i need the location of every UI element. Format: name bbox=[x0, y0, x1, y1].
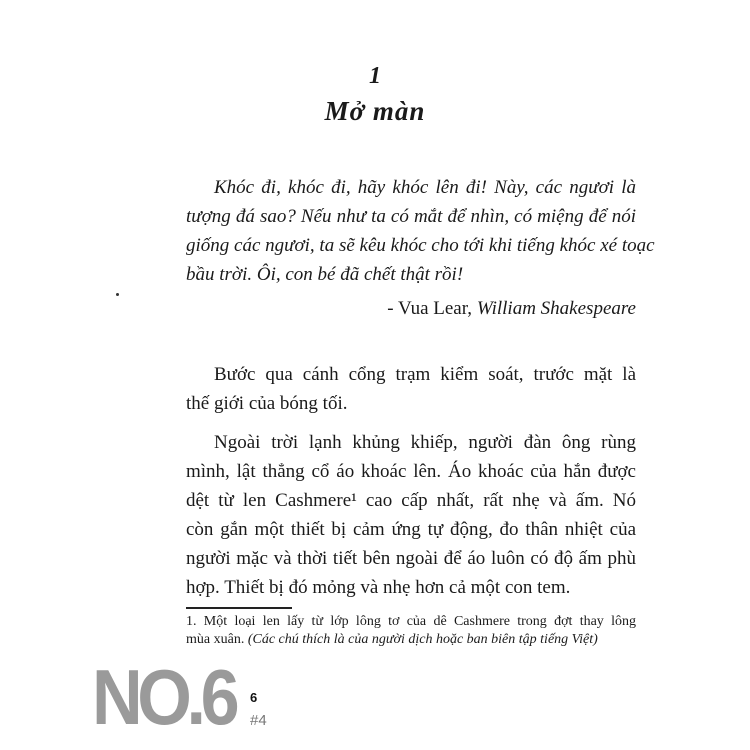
epigraph-line: Khóc đi, khóc đi, hãy khóc lên đi! Này, các ngươi là bbox=[214, 177, 636, 198]
series-logo: NO.6 bbox=[92, 653, 235, 741]
body-line: người mặc và thời tiết bên ngoài để áo luôn có độ ấm phù bbox=[186, 548, 636, 569]
body-line: thế giới của bóng tối. bbox=[186, 393, 348, 414]
chapter-title: Mở màn bbox=[324, 96, 426, 126]
attribution-author: William Shakespeare bbox=[476, 298, 636, 319]
body-line: còn gắn một thiết bị cảm ứng tự động, đo thân nhiệt của bbox=[186, 519, 636, 540]
body-line: hợp. Thiết bị đó mỏng và nhẹ hơn cả một con tem. bbox=[186, 577, 571, 598]
body-line: Bước qua cánh cổng trạm kiểm soát, trước mặt là bbox=[214, 364, 636, 385]
epigraph-line: tượng đá sao? Nếu như ta có mắt để nhìn, có miệng để nói bbox=[186, 206, 636, 227]
volume-label: #4 bbox=[250, 712, 267, 729]
epigraph-line: bầu trời. Ôi, con bé đã chết thật rồi! bbox=[186, 264, 464, 285]
footnote-text: mùa xuân. bbox=[186, 632, 248, 647]
body-line: dệt từ len Cashmere¹ cao cấp nhất, rất nhẹ và ấm. Nó bbox=[186, 490, 636, 511]
epigraph-line: giống các ngươi, ta sẽ kêu khóc cho tới khi tiếng khóc xé toạc bbox=[186, 235, 655, 256]
footnote-divider bbox=[186, 607, 292, 609]
chapter-number: 1 bbox=[369, 63, 381, 89]
footnote-line bbox=[186, 632, 636, 648]
body-line: Ngoài trời lạnh khủng khiếp, người đàn ông rùng bbox=[214, 432, 636, 453]
epigraph-attribution bbox=[387, 298, 636, 320]
scan-speck bbox=[116, 293, 119, 296]
attribution-work: - Vua Lear, bbox=[387, 298, 477, 319]
footnote-note: (Các chú thích là của người dịch hoặc ban biên tập tiếng Việt) bbox=[247, 632, 598, 647]
page-number: 6 bbox=[250, 690, 258, 705]
footnote-line: 1. Một loại len lấy từ lớp lông tơ của dê Cashmere trong đợt thay lông bbox=[186, 614, 636, 629]
body-line: mình, lật thẳng cổ áo khoác lên. Áo khoác của hắn được bbox=[186, 461, 636, 482]
